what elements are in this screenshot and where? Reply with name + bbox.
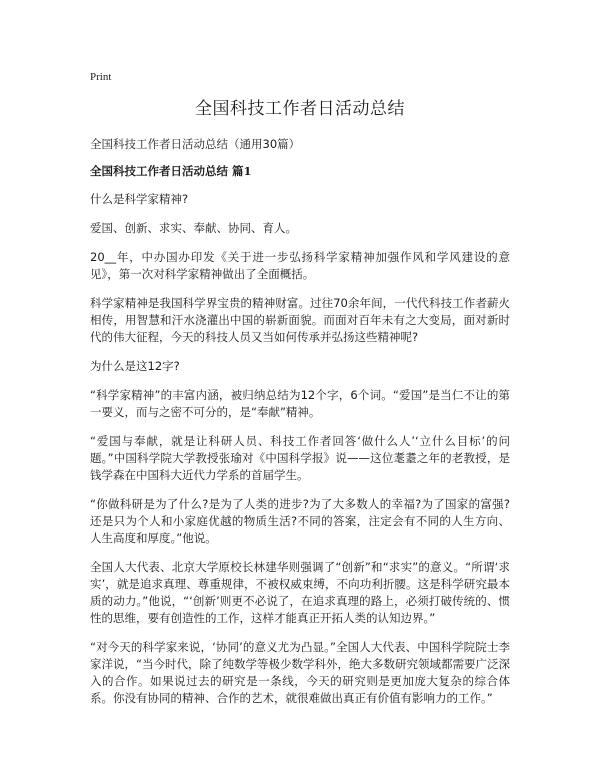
paragraph: 全国人大代表、北京大学原校长林建华则强调了“创新”和“求实”的意义。“所谓‘求实’，就是追求真理、尊重规律，不被权威束缚，不向功利折腰。这是科学研究最本质的动力。”他说，“‘创新’则更不必说了，在追求真理的路上，必须打破传统的、惯性的思维，要有创造性的工作，这样才能真正开拓人类的认知边界。” bbox=[90, 560, 510, 625]
paragraph: “你做科研是为了什么?是为了人类的进步?为了大多数人的幸福?为了国家的富强?还是只为个人和小家庭优越的物质生活?不同的答案，注定会有不同的人生方向、人生高度和厚度。”他说。 bbox=[90, 497, 510, 545]
paragraph: 爱国、创新、求实、奉献、协同、育人。 bbox=[90, 221, 297, 235]
paragraph: 20__年，中办国办印发《关于进一步弘扬科学家精神加强作风和学风建设的意见》，第一次对科学家精神做出了全面概括。 bbox=[90, 250, 510, 281]
page-title: 全国科技工作者日活动总结 bbox=[195, 99, 405, 119]
paragraph: “爱国与奉献，就是让科研人员、科技工作者回答‘做什么人’‘立什么目标’的问题。”中国科学院大学教授张瑜对《中国科学报》说——这位耄耋之年的老教授，是钱学森在中国科大近代力学系的首届学生。 bbox=[90, 434, 510, 482]
paragraph: 什么是科学家精神? bbox=[90, 192, 189, 206]
paragraph: 为什么是这12字? bbox=[90, 359, 180, 373]
document-subtitle: 全国科技工作者日活动总结（通用30篇） bbox=[90, 137, 301, 151]
section-heading: 全国科技工作者日活动总结 篇1 bbox=[90, 164, 252, 178]
paragraph: “对今天的科学家来说，‘协同’的意义尤为凸显。”全国人大代表、中国科学院院士李家洋说，“当今时代，除了纯数学等极少数学科外，绝大多数研究领域都需要广泛深入的合作。如果说过去的研究是一条线，今天的研究则是更加庞大复杂的综合体系。你没有协同的精神、合作的艺术，就很难做出真正有价值有影响力的工作。” bbox=[90, 640, 510, 705]
paragraph: 科学家精神是我国科学界宝贵的精神财富。过往70余年间，一代代科技工作者薪火相传，用智慧和汗水浇灌出中国的崭新面貌。而面对百年未有之大变局，面对新时代的伟大征程，今天的科技人员又当如何传承并弘扬这些精神呢? bbox=[90, 296, 510, 344]
print-label: Print bbox=[90, 71, 112, 83]
paragraph: “科学家精神”的丰富内涵，被归纳总结为12个字，6个词。“爱国”是当仁不让的第一要义，而与之密不可分的，是“奉献”精神。 bbox=[90, 388, 510, 419]
